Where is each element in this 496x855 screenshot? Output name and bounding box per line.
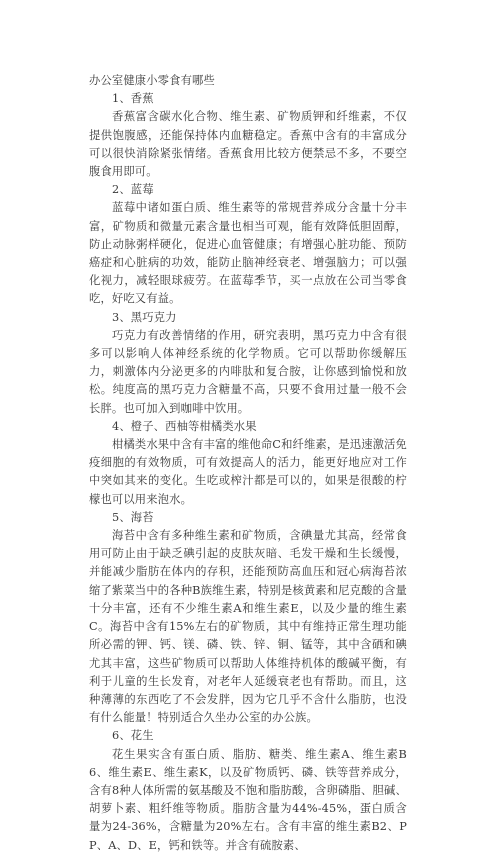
document-title: 办公室健康小零食有哪些: [89, 74, 215, 87]
section-body-citrus: 柑橘类水果中含有丰富的维他命C和纤维素，是迅速激活免疫细胞的有效物质，可有效提高人的活力，能更好地应对工作中突如其来的变化。生吃或榨汁都是可以的，如果是很酸的柠檬也可以用来泡水。: [89, 438, 407, 506]
section-body-dark-chocolate: 巧克力有改善情绪的作用，研究表明，黑巧克力中含有很多可以影响人体神经系统的化学物质。它可以帮助你缓解压力，刺激体内分泌更多的内啡肽和复合胺，让你感到愉悦和放松。纯度高的黑巧克力含糖量不高，只要不食用过量一般不会长胖。也可加入到咖啡中饮用。: [89, 328, 407, 415]
section-heading-citrus: 4、橙子、西柚等柑橘类水果: [112, 419, 257, 433]
section-heading-blueberry: 2、蓝莓: [112, 183, 154, 197]
section-heading-seaweed: 5、海苔: [112, 510, 154, 524]
section-heading-peanut: 6、花生: [112, 729, 154, 743]
section-body-peanut: 花生果实含有蛋白质、脂肪、糖类、维生素A、维生素B6、维生素E、维生素K，以及矿物质钙、磷、铁等营养成分，含有8种人体所需的氨基酸及不饱和脂肪酸，含卵磷脂、胆碱、胡萝卜素、粗纤维等物质。脂肪含量为44%-45%，蛋白质含量为24-36%，含糖量为20%左右。含有丰富的维生素B2、PP、A、D、E，钙和铁等。并含有硫胺素、: [89, 747, 407, 852]
document-page: [89, 72, 407, 855]
section-body-blueberry: 蓝莓中诸如蛋白质、维生素等的常规营养成分含量十分丰富，矿物质和微量元素含量也相当可观，能有效降低胆固醇，防止动脉粥样硬化，促进心血管健康；有增强心脏功能、预防癌症和心脏病的功效，能防止脑神经衰老、增强脑力；可以强化视力，减轻眼球疲劳。在蓝莓季节，买一点放在公司当零食吃，好吃又有益。: [89, 201, 407, 306]
section-body-banana: 香蕉富含碳水化合物、维生素、矿物质钾和纤维素，不仅提供饱腹感，还能保持体内血糖稳定。香蕉中含有的丰富成分可以很快消除紧张情绪。香蕉食用比较方便禁忌不多，不要空腹食用即可。: [89, 110, 407, 179]
section-body-seaweed: 海苔中含有多种维生素和矿物质，含碘量尤其高，经常食用可防止由于缺乏碘引起的皮肤灰暗、毛发干燥和生长缓慢，并能减少脂肪在体内的存积，还能预防高血压和冠心病海苔浓缩了紫菜当中的各种B族维生素，特别是核黄素和尼克酸的含量十分丰富，还有不少维生素A和维生素E，以及少量的维生素C。海苔中含有15%左右的矿物质，其中有维持正常生理功能所必需的钾、钙、镁、磷、铁、锌、铜、锰等，其中含硒和碘尤其丰富，这些矿物质可以帮助人体维持机体的酸碱平衡，有利于儿童的生长发育，对老年人延缓衰老也有帮助。而且，这种薄薄的东西吃了不会发胖，因为它几乎不含什么脂肪，也没有什么能量！特别适合久坐办公室的办公族。: [89, 529, 407, 725]
section-heading-banana: 1、香蕉: [112, 92, 154, 106]
section-heading-dark-chocolate: 3、黑巧克力: [112, 310, 177, 324]
